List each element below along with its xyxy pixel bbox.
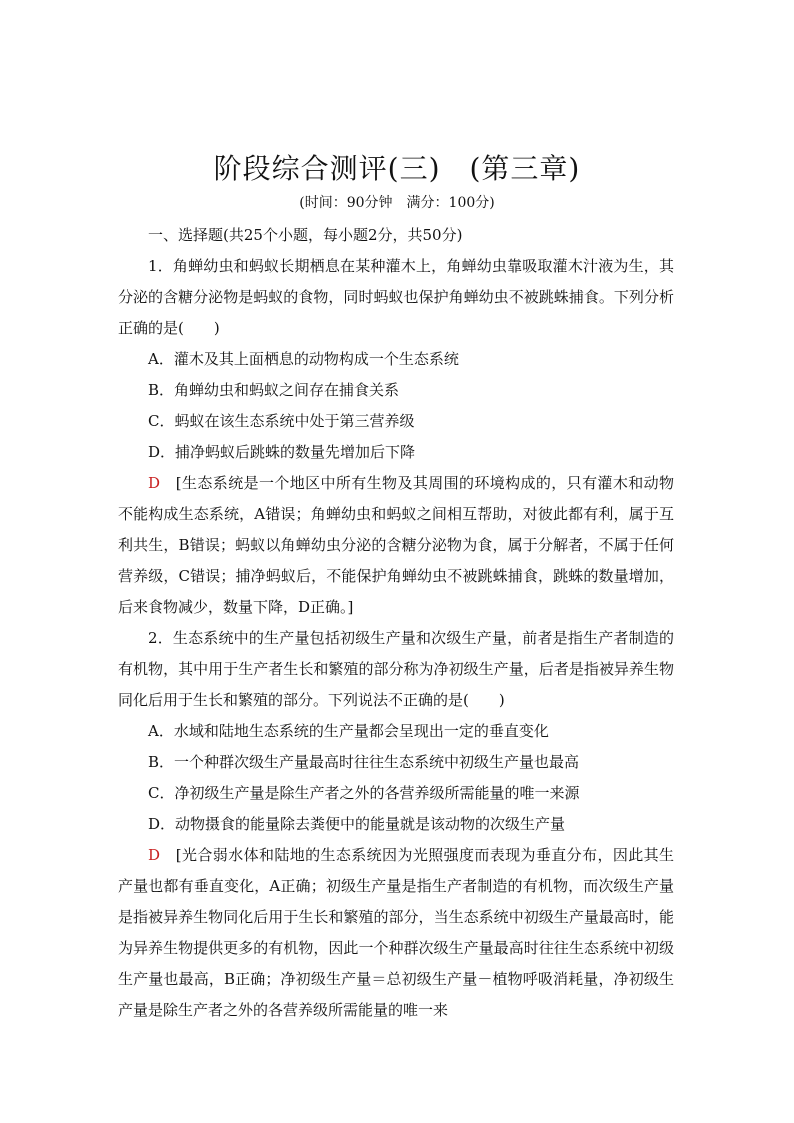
section-heading: 一、选择题(共25个小题，每小题2分，共50分): [148, 226, 463, 244]
document-body: [118, 220, 674, 1026]
question-option: A．灌木及其上面栖息的动物构成一个生态系统: [148, 350, 459, 368]
answer-letter: D: [148, 474, 161, 492]
question-option: C．蚂蚁在该生态系统中处于第三营养级: [148, 412, 415, 430]
question-option: D．动物摄食的能量除去粪便中的能量就是该动物的次级生产量: [148, 815, 566, 833]
question-option: A．水域和陆地生态系统的生产量都会呈现出一定的垂直变化: [148, 722, 549, 740]
exam-meta: (时间：90分钟 满分：100分): [299, 195, 495, 211]
explanation-text: [光合弱水体和陆地的生态系统因为光照强度而表现为垂直分布，因此其生产量也都有垂直变化，A正确；初级生产量是指生产者制造的有机物，而次级生产量是指被异养生物同化后用于生长和繁殖的部分，当生态系统中初级生产量最高时，能为异养生物提供更多的有机物，因此一个种群次级生产量最高时往往生态系统中初级生产量也最高，B正确；净初级生产量＝总初级生产量－植物呼吸消耗量，净初级生产量是除生产者之外的各营养级所需能量的唯一来: [118, 846, 674, 1019]
question-option: D．捕净蚂蚁后跳蛛的数量先增加后下降: [148, 443, 416, 461]
page-title: 阶段综合测评(三) (第三章): [213, 151, 581, 185]
question-stem: 1．角蝉幼虫和蚂蚁长期栖息在某种灌木上，角蝉幼虫靠吸取灌木汁液为生，其分泌的含糖分泌物是蚂蚁的食物，同时蚂蚁也保护角蝉幼虫不被跳蛛捕食。下列分析正确的是( ): [118, 257, 674, 337]
question-option: B．一个种群次级生产量最高时往往生态系统中初级生产量也最高: [148, 753, 580, 771]
explanation-text: [生态系统是一个地区中所有生物及其周围的环境构成的，只有灌木和动物不能构成生态系统，A错误；角蝉幼虫和蚂蚁之间相互帮助，对彼此都有利，属于互利共生，B错误；蚂蚁以角蝉幼虫分泌的含糖分泌物为食，属于分解者，不属于任何营养级，C错误；捕净蚂蚁后，不能保护角蝉幼虫不被跳蛛捕食，跳蛛的数量增加，后来食物减少，数量下降，D正确。]: [118, 474, 674, 616]
answer-explanation: [118, 468, 674, 623]
answer-explanation: [118, 840, 674, 1026]
answer-letter: D: [148, 846, 161, 864]
question-option: C．净初级生产量是除生产者之外的各营养级所需能量的唯一来源: [148, 784, 580, 802]
question-option: B．角蝉幼虫和蚂蚁之间存在捕食关系: [148, 381, 400, 399]
question-stem: 2．生态系统中的生产量包括初级生产量和次级生产量，前者是指生产者制造的有机物，其中用于生产者生长和繁殖的部分称为净初级生产量，后者是指被异养生物同化后用于生长和繁殖的部分。下列说法不正确的是( ): [118, 629, 674, 709]
